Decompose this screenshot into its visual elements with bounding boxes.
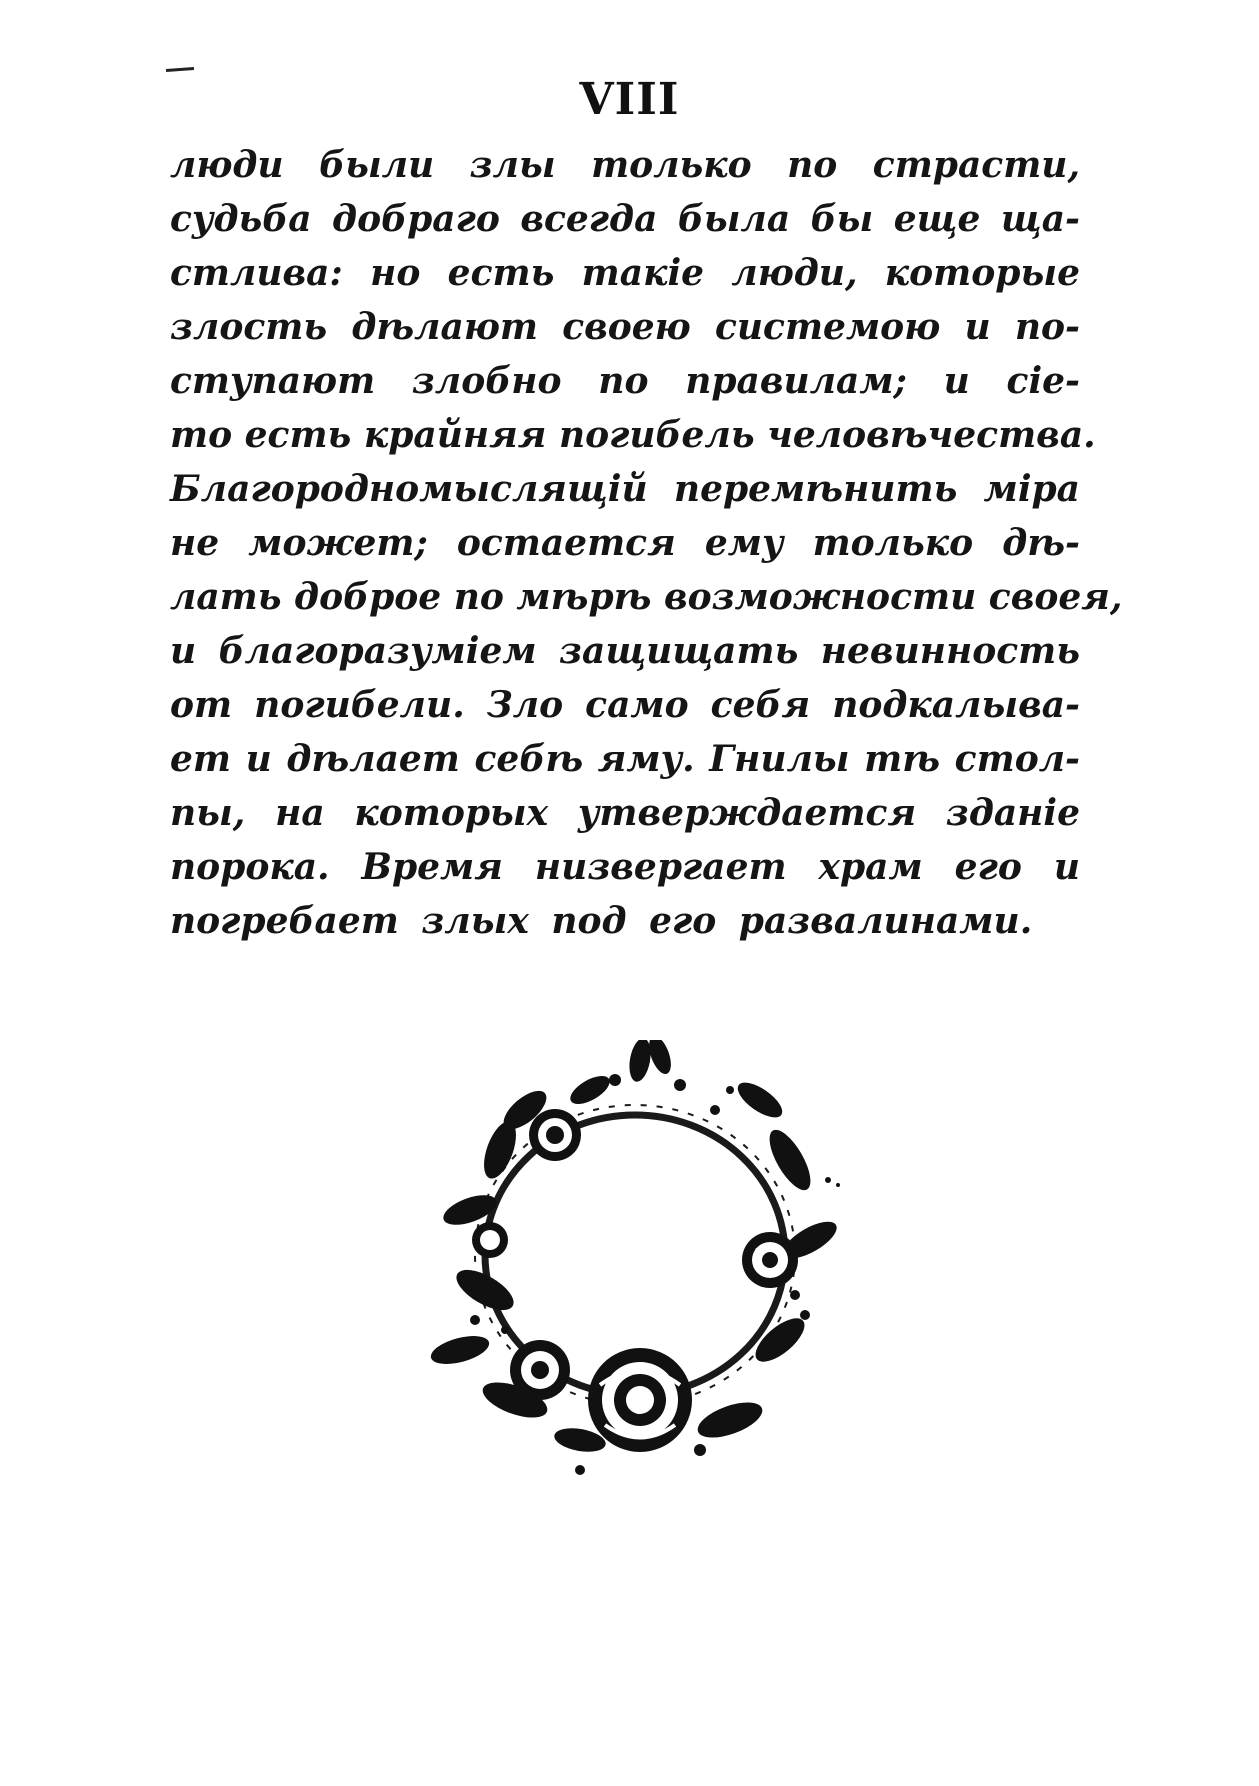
text-line: и благоразуміем защищать невинность	[170, 630, 1080, 672]
text-line: ступают злобно по правилам; и сіе-	[170, 360, 1080, 402]
text-line: пы, на которых утверждается зданіе	[170, 792, 1080, 834]
text-line: от погибели. Зло само себя подкалыва-	[170, 684, 1080, 726]
text-line: лать доброе по мѣрѣ возможности своея,	[170, 576, 1123, 618]
text-line: не может; остается ему только дѣ-	[170, 522, 1080, 564]
margin-mark	[166, 67, 194, 72]
text-line: стлива: но есть такіе люди, которые	[170, 252, 1080, 294]
text-line: ет и дѣлает себѣ яму. Гнилы тѣ стол-	[170, 738, 1080, 780]
text-line: злость дѣлают своею системою и по-	[170, 306, 1080, 348]
body-text	[170, 138, 1123, 948]
text-line: судьба добраго всегда была бы еще щa-	[170, 198, 1080, 240]
floral-wreath-icon	[430, 1040, 850, 1500]
text-line: порока. Время низвергает храм его и	[170, 846, 1080, 888]
page-number: VIII	[579, 74, 680, 125]
text-line: то есть крайняя погибель человѣчества.	[170, 414, 1096, 456]
text-line: Благородномыслящій перемѣнить міра	[170, 468, 1080, 510]
text-line: погребает злых под его развалинами.	[170, 900, 1033, 942]
text-line: люди были злы только по страсти,	[170, 144, 1080, 186]
